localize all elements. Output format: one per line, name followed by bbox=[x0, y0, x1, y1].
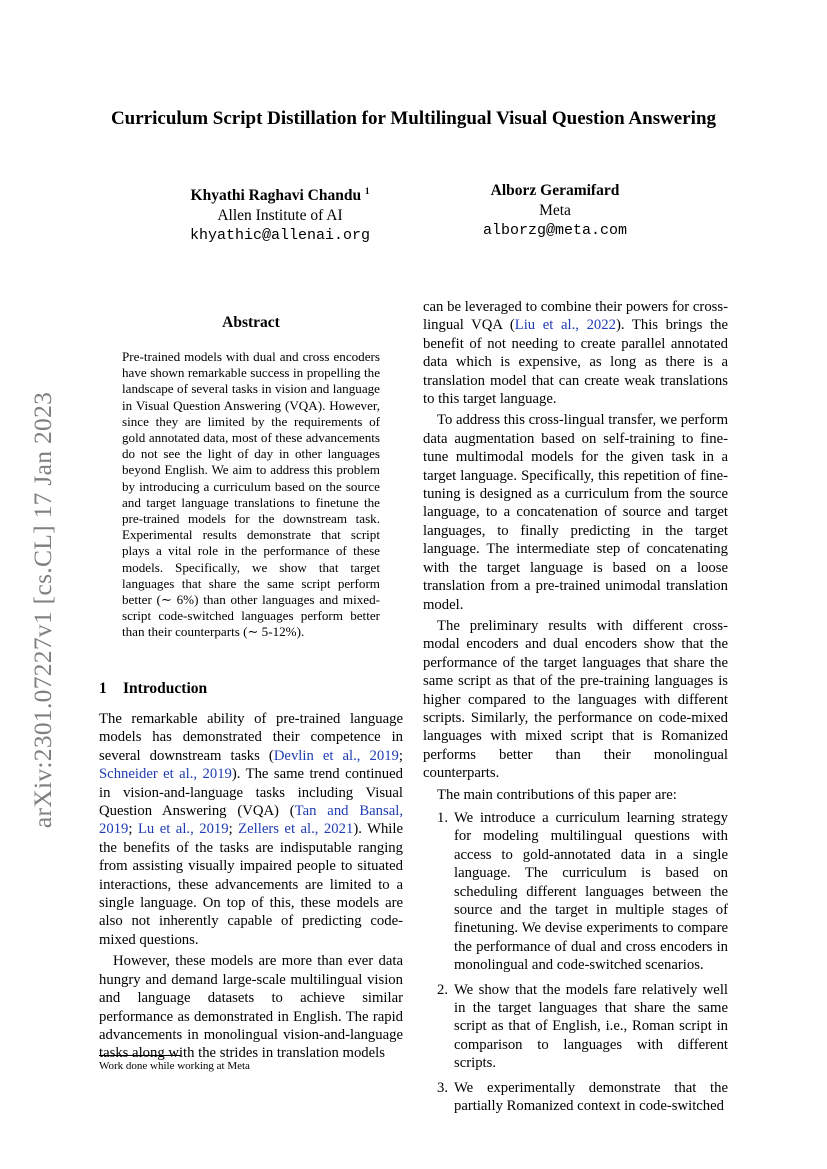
author-email[interactable]: khyathic@allenai.org bbox=[189, 227, 371, 245]
intro-paragraph-2: However, these models are more than ever data hungry and demand large-scale multilingual vision and language datasets to achieve similar performance as demonstrated in English. The rapid advancements in monolingual vision-and-language tasks along with the strides in translation models bbox=[99, 953, 403, 1062]
citation-link[interactable]: Tan and Bansal, 2019 bbox=[99, 803, 403, 838]
list-item-text: We show that the models fare relatively well in the target languages that share the same script as that of English, i.e., Roman script in comparison to languages with different scripts. bbox=[454, 981, 728, 1072]
list-item-text: We introduce a curriculum learning strategy for modeling multilingual questions with access to gold-annotated data in a single language. The curriculum is based on scheduling different languages between the source and the target in multiple stages of finetuning. We devise experiments to compare the performance of dual and cross encoders in monolingual and code-switched scenarios. bbox=[454, 809, 728, 974]
contributions-lead: The main contributions of this paper are: bbox=[437, 786, 677, 803]
intro-paragraph-5: The preliminary results with different cross-modal encoders and dual encoders show that the performance of the target languages that share the same script as that of the pre-training languages is higher compared to the languages with different scripts. Similarly, the performance on code-mixed languages with mixed script that is Romanized performs better than their monolingual counterparts. bbox=[423, 617, 728, 782]
list-number: 3. bbox=[437, 1079, 449, 1096]
citation-separator: ; bbox=[128, 821, 138, 838]
author-email[interactable]: alborzg@meta.com bbox=[482, 222, 628, 239]
citation-link[interactable]: Lu et al., 2019 bbox=[137, 821, 229, 838]
list-item bbox=[423, 981, 728, 1073]
intro-paragraph-1 bbox=[99, 710, 403, 949]
list-item bbox=[423, 809, 728, 975]
contributions-list bbox=[423, 809, 728, 1116]
section-heading-introduction bbox=[99, 680, 207, 698]
author-block-2 bbox=[430, 181, 680, 241]
footnote-divider bbox=[99, 1055, 181, 1056]
paragraph-text: ). While the benefits of the tasks are indisputable ranging from assisting visually impaired people to situated interactions, these advancements are limited to a single language. On top of this, these models are also not inherently capable of predicting code-mixed questions. bbox=[99, 821, 403, 948]
footnote: Work done while working at Meta bbox=[99, 1060, 250, 1072]
author-footnote-mark: 1 bbox=[364, 186, 370, 196]
citation-link[interactable]: Zellers et al., 2021 bbox=[238, 821, 354, 838]
intro-left-column bbox=[99, 710, 403, 1063]
abstract-body: Pre-trained models with dual and cross encoders have shown remarkable success in propelling the landscape of several tasks in vision and language in Visual Question Answering (VQA). However, since they are limited by the requirements of gold annotated data, most of these advancements do not see the light of day in other languages beyond English. We aim to address this problem by introducing a curriculum based on the source and target language translations to finetune the pre-trained models for the downstream task. Experimental results demonstrate that script plays a vital role in the performance of these models. Specifically, we show that target languages that share the same script perform better (∼ 6%) than other languages and mixed-script code-switched languages perform better than their counterparts (∼ 5-12%). bbox=[122, 349, 380, 640]
author-name: Alborz Geramifard bbox=[490, 182, 620, 199]
paragraph-text: ). This brings the benefit of not needing to create parallel annotated data which is expensive, as long as there is a translation model that can create weak translations to this target language. bbox=[423, 317, 728, 408]
citation-separator: ; bbox=[398, 747, 403, 764]
author-name: Khyathi Raghavi Chandu bbox=[190, 187, 362, 205]
list-item-text: We experimentally demonstrate that the partially Romanized context in code-switched bbox=[454, 1079, 728, 1115]
citation-separator: ; bbox=[228, 821, 239, 838]
citation-link[interactable]: Devlin et al., 2019 bbox=[273, 747, 399, 764]
arxiv-identifier-stamp bbox=[25, 375, 61, 845]
intro-paragraph-3 bbox=[423, 298, 728, 408]
intro-right-column bbox=[423, 298, 728, 1121]
list-item bbox=[423, 1079, 728, 1116]
paragraph-text: ). The same trend continued in vision-and-language tasks including Visual Question Answering (VQA) ( bbox=[99, 766, 403, 820]
paper-title: Curriculum Script Distillation for Multilingual Visual Question Answering bbox=[110, 108, 717, 129]
citation-link[interactable]: Schneider et al., 2019 bbox=[99, 766, 232, 783]
paragraph-text: can be leveraged to combine their powers for cross-lingual VQA ( bbox=[423, 299, 728, 334]
abstract-heading: Abstract bbox=[222, 314, 280, 331]
list-number: 1. bbox=[437, 809, 449, 826]
section-title: Introduction bbox=[123, 680, 208, 697]
author-affiliation: Meta bbox=[539, 202, 571, 219]
author-block-1 bbox=[150, 181, 410, 246]
author-affiliation: Allen Institute of AI bbox=[217, 207, 343, 225]
intro-paragraph-4: To address this cross-lingual transfer, we perform data augmentation based on self-training to fine-tune multimodal models for the given task in a target language. Specifically, this repetition of fine-tuning is designed as a curriculum from the source language, to a concatenation of source and target languages, to finally predicting in the target language. The intermediate step of concatenating with the target language is based on a loose translation from a pre-trained unimodal translation model. bbox=[423, 412, 728, 613]
arxiv-identifier-text: arXiv:2301.07227v1 [cs.CL] 17 Jan 2023 bbox=[28, 391, 57, 829]
citation-link[interactable]: Liu et al., 2022 bbox=[514, 317, 616, 334]
section-number: 1 bbox=[99, 680, 107, 697]
paragraph-text: The remarkable ability of pre-trained language models has demonstrated their competence in several downstream tasks ( bbox=[99, 711, 403, 764]
list-number: 2. bbox=[437, 981, 449, 998]
